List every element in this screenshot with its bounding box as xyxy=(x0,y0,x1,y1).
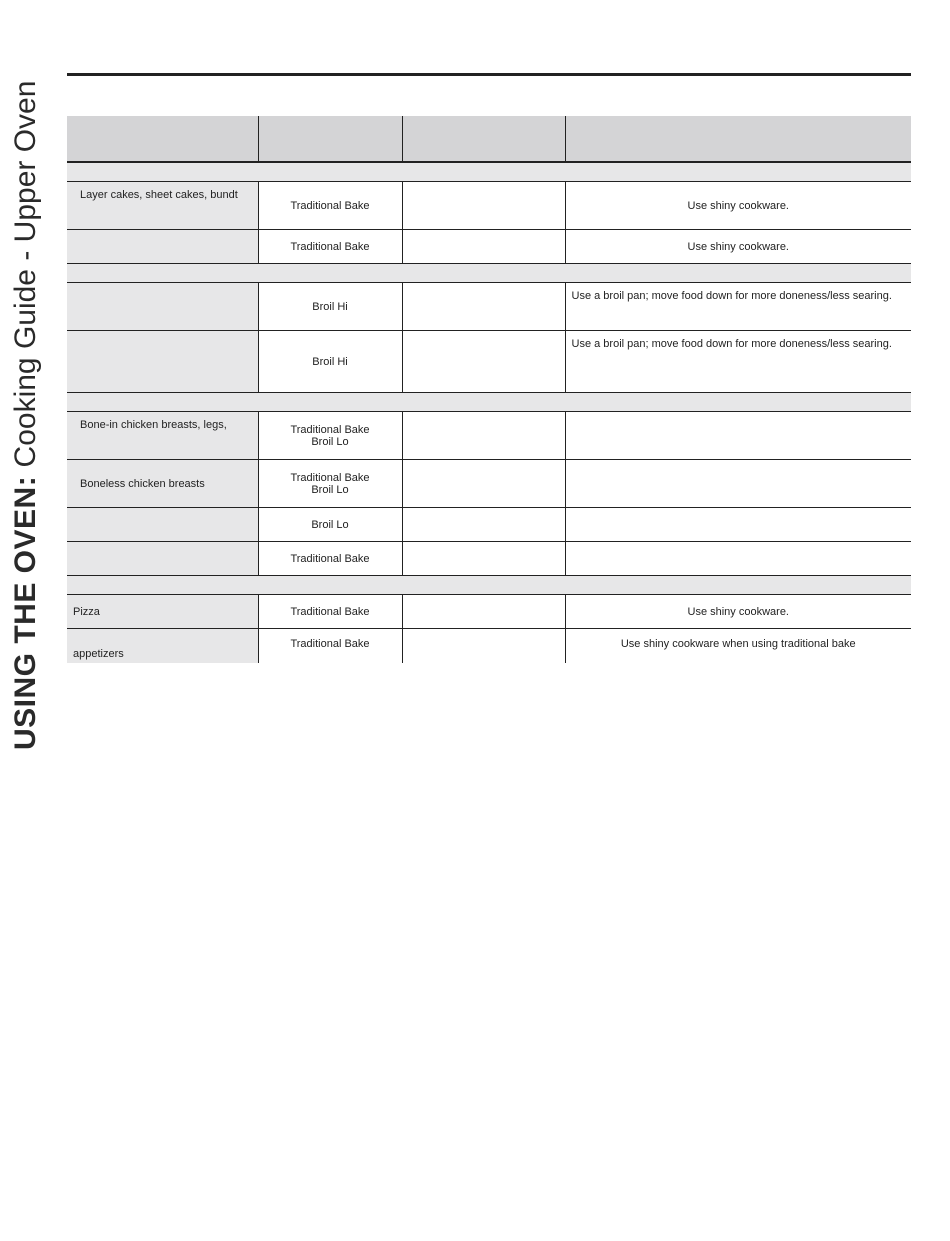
mode-cell: Traditional Bake xyxy=(258,595,402,629)
notes-cell xyxy=(565,508,911,542)
mode-cell: Traditional Bake xyxy=(258,230,402,264)
food-cell: Layer cakes, sheet cakes, bundt xyxy=(67,182,258,230)
food-cell xyxy=(67,331,258,393)
rack-cell xyxy=(402,230,565,264)
notes-cell: Use shiny cookware. xyxy=(565,595,911,629)
header-mode xyxy=(258,116,402,162)
mode-cell: Traditional Bake xyxy=(258,182,402,230)
mode-cell: Broil Lo xyxy=(258,508,402,542)
food-cell: appetizers xyxy=(67,629,258,663)
side-title xyxy=(10,81,42,750)
table-header-row xyxy=(67,116,911,162)
notes-cell: Use shiny cookware when using traditional bake xyxy=(565,629,911,663)
section-row xyxy=(67,162,911,182)
table-row xyxy=(67,629,911,663)
rack-cell xyxy=(402,460,565,508)
section-row xyxy=(67,393,911,412)
mode-cell: Traditional Bake xyxy=(258,629,402,663)
notes-cell: Use shiny cookware. xyxy=(565,230,911,264)
header-notes xyxy=(565,116,911,162)
section-row xyxy=(67,264,911,283)
food-cell xyxy=(67,508,258,542)
rack-cell xyxy=(402,508,565,542)
table-row xyxy=(67,460,911,508)
food-cell xyxy=(67,542,258,576)
mode-cell: Broil Hi xyxy=(258,283,402,331)
mode-cell: Traditional Bake xyxy=(258,542,402,576)
top-rule xyxy=(67,73,911,76)
notes-cell: Use shiny cookware. xyxy=(565,182,911,230)
side-title-bold: USING THE OVEN: xyxy=(9,475,42,750)
food-cell: Pizza xyxy=(67,595,258,629)
rack-cell xyxy=(402,629,565,663)
rack-cell xyxy=(402,182,565,230)
rack-cell xyxy=(402,331,565,393)
rack-cell xyxy=(402,412,565,460)
table-row xyxy=(67,595,911,629)
food-cell xyxy=(67,283,258,331)
table-row xyxy=(67,508,911,542)
mode-cell xyxy=(258,412,402,460)
food-cell xyxy=(67,230,258,264)
rack-cell xyxy=(402,283,565,331)
notes-cell: Use a broil pan; move food down for more doneness/less searing. xyxy=(565,331,911,393)
section-row xyxy=(67,576,911,595)
mode-line: Traditional Bake xyxy=(290,471,370,484)
notes-cell xyxy=(565,460,911,508)
table-row xyxy=(67,412,911,460)
cooking-guide-table xyxy=(67,116,911,663)
rack-cell xyxy=(402,542,565,576)
food-cell: Boneless chicken breasts xyxy=(67,460,258,508)
table-row xyxy=(67,230,911,264)
side-title-light: Cooking Guide - Upper Oven xyxy=(9,80,42,476)
mode-cell xyxy=(258,460,402,508)
mode-cell: Broil Hi xyxy=(258,331,402,393)
header-rack xyxy=(402,116,565,162)
notes-cell xyxy=(565,412,911,460)
mode-line: Broil Lo xyxy=(311,435,349,448)
table-row xyxy=(67,331,911,393)
rack-cell xyxy=(402,595,565,629)
header-food xyxy=(67,116,258,162)
notes-cell xyxy=(565,542,911,576)
table-row xyxy=(67,542,911,576)
mode-line: Traditional Bake xyxy=(290,423,370,436)
mode-line: Broil Lo xyxy=(311,483,349,496)
notes-cell: Use a broil pan; move food down for more doneness/less searing. xyxy=(565,283,911,331)
table-row xyxy=(67,283,911,331)
table-row xyxy=(67,182,911,230)
food-cell: Bone-in chicken breasts, legs, xyxy=(67,412,258,460)
